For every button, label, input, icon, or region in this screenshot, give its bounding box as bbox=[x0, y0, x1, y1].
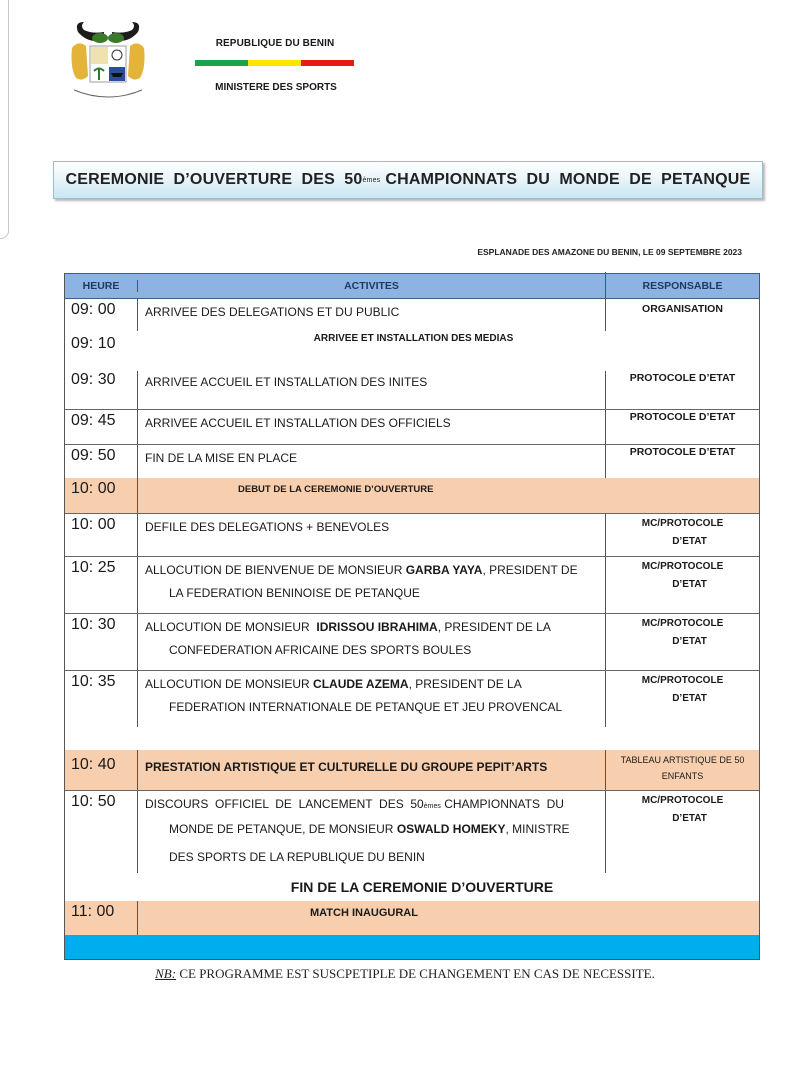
table-row-highlight bbox=[65, 478, 759, 514]
activity-text: ARRIVEE ET INSTALLATION DES MEDIAS bbox=[313, 333, 514, 344]
responsible-line-2: D’ETAT bbox=[672, 636, 707, 647]
row-responsible bbox=[606, 671, 759, 727]
title-part-2: CHAMPIONNATS DU MONDE DE PETANQUE bbox=[385, 171, 751, 188]
row-time: 09: 50 bbox=[65, 445, 138, 478]
row-responsible: PROTOCOLE D’ETAT bbox=[629, 446, 736, 458]
country-name: REPUBLIQUE DU BENIN bbox=[215, 38, 335, 49]
ministry-name: MINISTERE DES SPORTS bbox=[215, 82, 337, 93]
end-ceremony-text: FIN DE LA CEREMONIE D’OUVERTURE bbox=[290, 879, 554, 895]
activity-text: ALLOCUTION DE MONSIEUR bbox=[145, 677, 314, 691]
responsible-line-2: D’ETAT bbox=[672, 813, 707, 824]
activity-text: CHAMPIONNATS DU bbox=[440, 797, 564, 811]
footer-note bbox=[0, 966, 810, 982]
activity-line-2 bbox=[145, 815, 599, 843]
row-time: 10: 00 bbox=[65, 478, 138, 513]
responsible-line-1: MC/PROTOCOLE bbox=[641, 561, 724, 572]
row-activity-merged bbox=[138, 901, 759, 935]
table-row bbox=[65, 371, 759, 410]
row-activity bbox=[138, 791, 606, 873]
place-date: ESPLANADE DES AMAZONE DU BENIN, LE 09 SEPTEMBRE 2023 bbox=[477, 247, 742, 257]
activity-text: , PRESIDENT DE LA bbox=[408, 677, 522, 691]
row-responsible: ORGANISATION bbox=[642, 303, 723, 315]
responsible-line-1: MC/PROTOCOLE bbox=[641, 675, 724, 686]
table-row-highlight bbox=[65, 750, 759, 791]
activity-text: MATCH INAUGURAL bbox=[310, 907, 418, 919]
row-time: 10: 35 bbox=[65, 671, 138, 727]
row-activity bbox=[138, 514, 606, 556]
activity-text: DEFILE DES DELEGATIONS + BENEVOLES bbox=[145, 520, 390, 534]
row-activity bbox=[138, 614, 606, 670]
responsible-line-2: D’ETAT bbox=[672, 693, 707, 704]
row-time: 10: 30 bbox=[65, 614, 138, 670]
coat-of-arms-icon bbox=[66, 18, 150, 102]
responsible-line-2: D’ETAT bbox=[672, 536, 707, 547]
title-superscript: èmes bbox=[362, 176, 381, 184]
responsible-line-1: TABLEAU ARTISTIQUE DE 50 bbox=[620, 755, 745, 765]
row-activity bbox=[138, 445, 606, 478]
activity-text: FIN DE LA MISE EN PLACE bbox=[145, 451, 298, 465]
activity-text: DEBUT DE LA CEREMONIE D’OUVERTURE bbox=[238, 484, 434, 495]
row-responsible bbox=[606, 557, 759, 613]
table-row bbox=[65, 614, 759, 671]
activity-text: , PRESIDENT DE bbox=[482, 563, 578, 577]
row-responsible: PROTOCOLE D’ETAT bbox=[629, 372, 736, 384]
table-row bbox=[65, 514, 759, 557]
row-time: 09: 30 bbox=[65, 371, 138, 409]
activity-text: ARRIVEE ACCUEIL ET INSTALLATION DES INITES bbox=[145, 375, 428, 389]
page-edge-line bbox=[0, 0, 9, 239]
activity-text: , MINISTRE bbox=[505, 822, 570, 836]
row-activity bbox=[138, 671, 606, 727]
row-responsible bbox=[606, 791, 759, 873]
row-time: 09: 10 bbox=[71, 335, 116, 352]
note-label: NB: bbox=[155, 966, 177, 981]
responsible-line-1: MC/PROTOCOLE bbox=[641, 795, 724, 806]
note-text: CE PROGRAMME EST SUSCPETIPLE DE CHANGEMENT EN CAS DE NECESSITE. bbox=[176, 966, 655, 981]
row-responsible bbox=[606, 514, 759, 556]
row-activity bbox=[138, 299, 606, 331]
flag-green bbox=[195, 60, 248, 66]
header-time: HEURE bbox=[65, 280, 138, 292]
activity-person: OSWALD HOMEKY bbox=[396, 822, 506, 836]
row-responsible: PROTOCOLE D’ETAT bbox=[629, 411, 736, 423]
activity-superscript: èmes bbox=[423, 803, 441, 810]
table-row bbox=[65, 791, 759, 873]
row-responsible bbox=[606, 614, 759, 670]
row-activity bbox=[138, 371, 606, 409]
responsible-line-2: ENFANTS bbox=[661, 771, 704, 781]
responsible-line-1: MC/PROTOCOLE bbox=[641, 518, 724, 529]
header-activity: ACTIVITES bbox=[138, 272, 606, 300]
activity-person: IDRISSOU IBRAHIMA bbox=[316, 620, 438, 634]
row-responsible bbox=[606, 750, 759, 790]
row-activity bbox=[138, 750, 606, 790]
flag-color-bar bbox=[195, 60, 354, 66]
row-time: 11: 00 bbox=[65, 901, 138, 935]
activity-line-1 bbox=[145, 795, 599, 815]
table-row bbox=[65, 410, 759, 445]
flag-red bbox=[301, 60, 354, 66]
table-row bbox=[65, 445, 759, 478]
activity-text: DISCOURS OFFICIEL DE LANCEMENT DES 50 bbox=[145, 797, 424, 811]
activity-text: ARRIVEE DES DELEGATIONS ET DU PUBLIC bbox=[145, 305, 400, 319]
row-time: 09: 00 bbox=[65, 299, 138, 331]
row-activity bbox=[138, 410, 606, 444]
table-row-highlight bbox=[65, 901, 759, 935]
row-time: 10: 40 bbox=[65, 750, 138, 790]
activity-text: PRESTATION ARTISTIQUE ET CULTURELLE DU GROUPE PEPIT’ARTS bbox=[145, 760, 548, 774]
activity-line-2: FEDERATION INTERNATIONALE DE PETANQUE ET JEU PROVENCAL bbox=[169, 700, 563, 714]
document-title bbox=[53, 161, 763, 199]
responsible-line-1: MC/PROTOCOLE bbox=[641, 618, 724, 629]
row-time: 10: 00 bbox=[65, 514, 138, 556]
program-table bbox=[64, 273, 760, 960]
activity-person: GARBA YAYA bbox=[405, 563, 483, 577]
responsible-line-2: D’ETAT bbox=[672, 579, 707, 590]
activity-text: , PRESIDENT DE LA bbox=[437, 620, 551, 634]
activity-text: ARRIVEE ACCUEIL ET INSTALLATION DES OFFICIELS bbox=[145, 416, 451, 430]
activity-line-1 bbox=[145, 675, 599, 693]
row-time: 10: 50 bbox=[65, 791, 138, 873]
row-activity-merged bbox=[138, 478, 759, 513]
activity-person: CLAUDE AZEMA bbox=[313, 677, 409, 691]
table-header-row bbox=[65, 274, 759, 299]
activity-text: MONDE DE PETANQUE, DE MONSIEUR bbox=[169, 822, 397, 836]
activity-line-1 bbox=[145, 618, 599, 636]
activity-text: ALLOCUTION DE BIENVENUE DE MONSIEUR bbox=[145, 563, 406, 577]
end-ceremony-row bbox=[65, 873, 759, 901]
row-time: 09: 45 bbox=[65, 410, 138, 444]
activity-line-2: LA FEDERATION BENINOISE DE PETANQUE bbox=[169, 586, 420, 600]
table-row bbox=[65, 331, 759, 371]
activity-line-3: DES SPORTS DE LA REPUBLIQUE DU BENIN bbox=[169, 850, 425, 864]
footer-color-bar bbox=[65, 935, 759, 959]
activity-line-2: CONFEDERATION AFRICAINE DES SPORTS BOULES bbox=[169, 643, 472, 657]
row-time: 10: 25 bbox=[65, 557, 138, 613]
row-activity-merged bbox=[138, 331, 759, 371]
table-row bbox=[65, 557, 759, 614]
table-row bbox=[65, 299, 759, 331]
flag-yellow bbox=[248, 60, 301, 66]
activity-line-1 bbox=[145, 561, 599, 579]
title-part-1: CEREMONIE D’OUVERTURE DES 50 bbox=[65, 171, 363, 188]
header-responsible: RESPONSABLE bbox=[642, 280, 723, 292]
activity-text: ALLOCUTION DE MONSIEUR bbox=[145, 620, 317, 634]
table-row bbox=[65, 671, 759, 727]
row-activity bbox=[138, 557, 606, 613]
table-spacer-row bbox=[65, 727, 759, 750]
